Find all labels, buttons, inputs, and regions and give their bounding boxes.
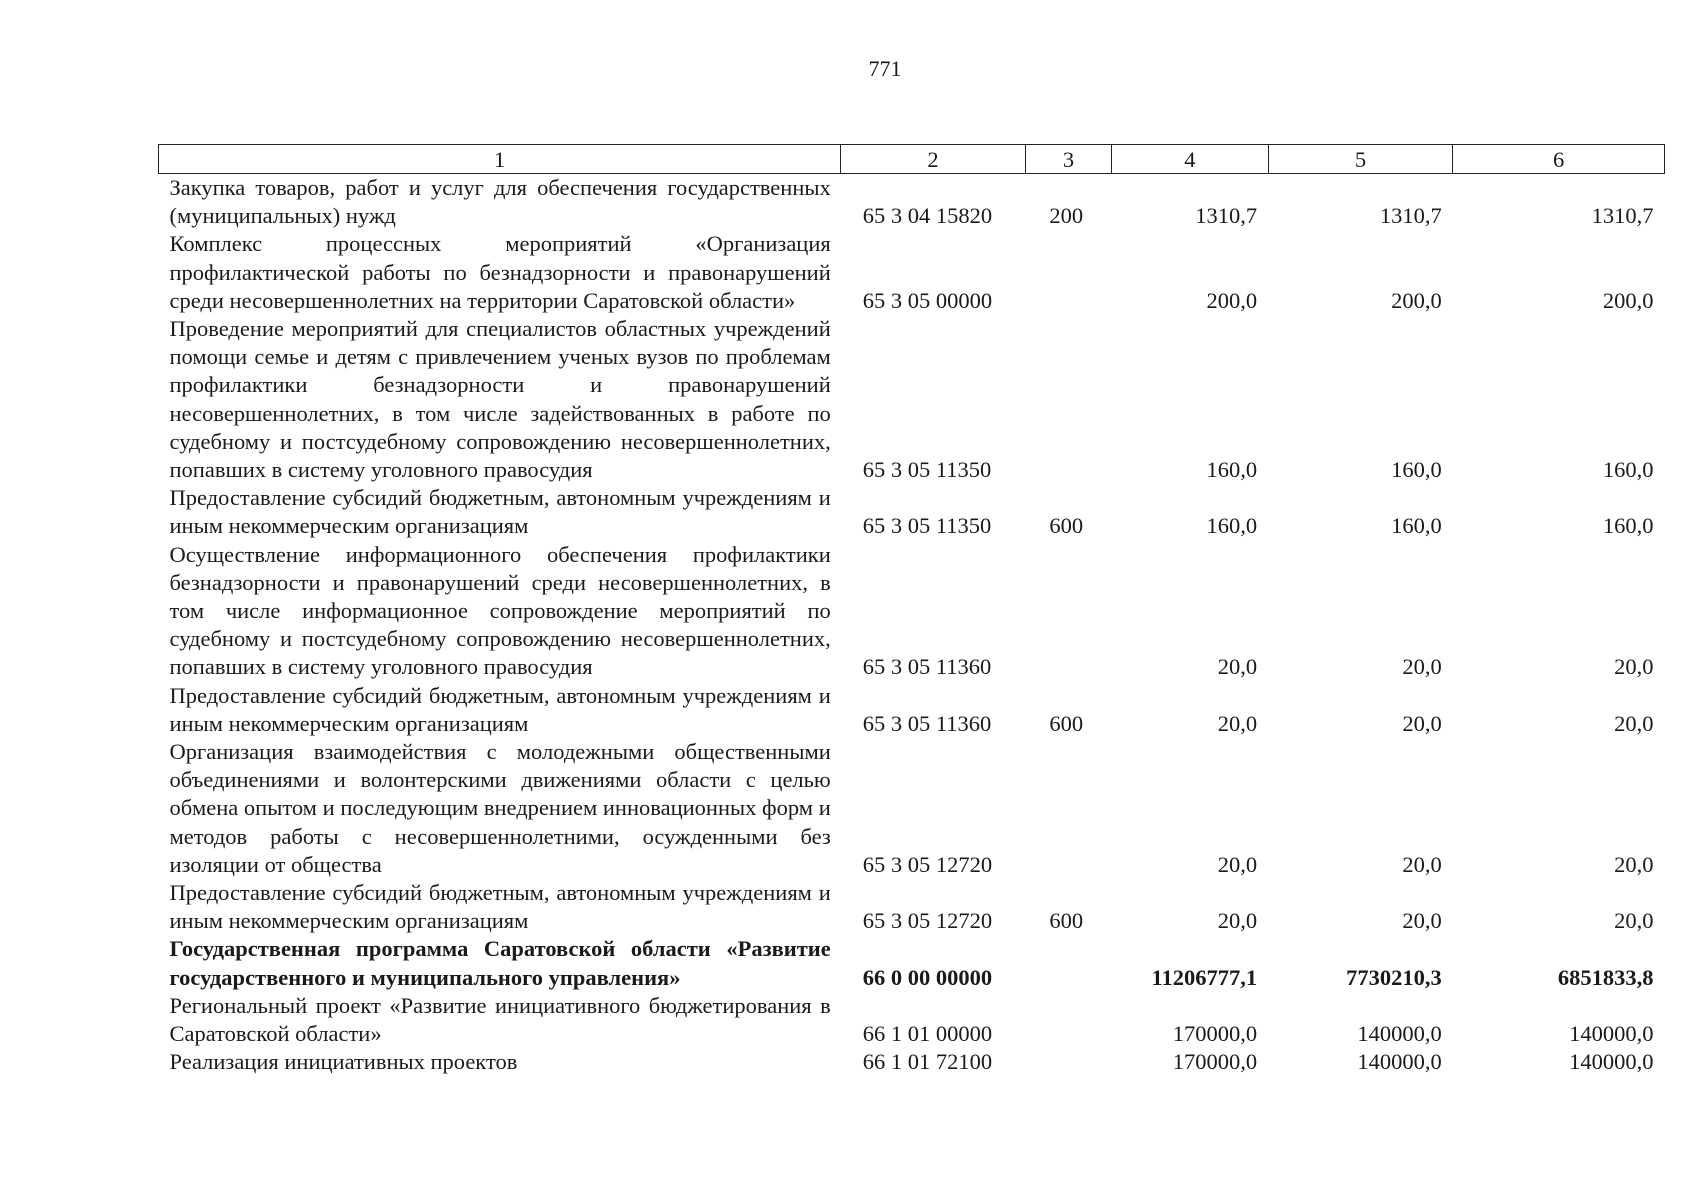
row-value-col5: 200,0 bbox=[1391, 287, 1442, 313]
row-value-col4: 20,0 bbox=[1217, 851, 1258, 877]
row-value-col5: 7730210,3 bbox=[1346, 964, 1442, 990]
row-value-col4: 170000,0 bbox=[1172, 1049, 1258, 1075]
row-expense-type: 600 bbox=[1049, 710, 1084, 736]
row-name: Осуществление информационного обеспечения профилактики безнадзорности и правонарушений среди несовершеннолетних, в том числе информационное сопровождение мероприятий по судебному и постсудебному сопровождению несовершеннолетних, попавших в систему уголовного правосудия bbox=[169, 541, 831, 680]
row-value-col4: 160,0 bbox=[1206, 457, 1258, 483]
table-header bbox=[159, 145, 1665, 174]
row-expense-type: 600 bbox=[1049, 908, 1084, 934]
row-value-col4: 170000,0 bbox=[1172, 1021, 1258, 1047]
row-value-col5: 160,0 bbox=[1391, 457, 1442, 483]
row-code: 65 3 04 15820 bbox=[862, 203, 993, 229]
row-code: 65 3 05 12720 bbox=[862, 908, 993, 934]
row-value-col5: 20,0 bbox=[1402, 908, 1442, 934]
row-name: Проведение мероприятий для специалистов областных учреждений помощи семье и детям с привлечением ученых вузов по проблемам профилактики безнадзорности и правонарушений несовершеннолетних, в том числе задействованных в работе по судебному и постсудебному сопровождению несовершеннолетних, попавших в систему уголовного правосудия bbox=[169, 316, 831, 483]
row-value-col6: 6851833,8 bbox=[1557, 964, 1654, 990]
table-body bbox=[159, 174, 1665, 1077]
row-code: 65 3 05 11360 bbox=[862, 654, 992, 680]
table-row bbox=[159, 315, 1665, 484]
row-code: 66 1 01 72100 bbox=[862, 1049, 993, 1075]
row-value-col5: 1310,7 bbox=[1379, 203, 1442, 229]
row-value-col4: 20,0 bbox=[1217, 654, 1258, 680]
table-row bbox=[159, 230, 1665, 315]
row-value-col6: 20,0 bbox=[1614, 654, 1654, 680]
row-value-col4: 11206777,1 bbox=[1151, 964, 1258, 990]
column-header-2: 2 bbox=[841, 145, 1026, 174]
budget-table bbox=[158, 144, 1665, 1077]
row-value-col6: 140000,0 bbox=[1569, 1049, 1654, 1075]
row-value-col4: 160,0 bbox=[1206, 513, 1258, 539]
row-expense-type bbox=[1025, 738, 1111, 879]
row-value-col5: 140000,0 bbox=[1357, 1049, 1442, 1075]
row-name: Закупка товаров, работ и услуг для обеспечения государственных (муниципальных) нужд bbox=[169, 175, 831, 229]
row-expense-type bbox=[1025, 935, 1111, 991]
row-value-col6: 20,0 bbox=[1614, 908, 1654, 934]
row-value-col6: 20,0 bbox=[1614, 710, 1654, 736]
row-code: 65 3 05 12720 bbox=[862, 851, 993, 877]
row-name: Предоставление субсидий бюджетным, автономным учреждениям и иным некоммерческим организациям bbox=[169, 880, 831, 934]
row-value-col6: 160,0 bbox=[1602, 513, 1654, 539]
row-value-col5: 160,0 bbox=[1391, 513, 1442, 539]
row-value-col6: 140000,0 bbox=[1569, 1021, 1654, 1047]
row-name: Региональный проект «Развитие инициативного бюджетирования в Саратовской области» bbox=[169, 992, 831, 1047]
row-code: 66 1 01 00000 bbox=[862, 1021, 993, 1047]
row-value-col6: 200,0 bbox=[1602, 287, 1654, 313]
row-code: 65 3 05 00000 bbox=[862, 287, 993, 313]
table-row bbox=[159, 738, 1665, 879]
column-header-3: 3 bbox=[1025, 145, 1111, 174]
row-value-col4: 20,0 bbox=[1217, 908, 1258, 934]
page-number: 771 bbox=[868, 56, 902, 81]
row-expense-type: 200 bbox=[1049, 203, 1084, 229]
row-name: Государственная программа Саратовской области «Развитие государственного и муниципального управления» bbox=[169, 936, 831, 990]
row-name: Предоставление субсидий бюджетным, автономным учреждениям и иным некоммерческим организациям bbox=[169, 682, 831, 736]
table-row bbox=[159, 1048, 1665, 1076]
table-row bbox=[159, 541, 1665, 682]
row-name: Реализация инициативных проектов bbox=[169, 1049, 518, 1075]
row-expense-type bbox=[1025, 1048, 1111, 1076]
row-value-col4: 1310,7 bbox=[1195, 203, 1258, 229]
table-row bbox=[159, 484, 1665, 540]
column-header-6: 6 bbox=[1453, 145, 1665, 174]
row-expense-type bbox=[1025, 230, 1111, 315]
row-value-col6: 160,0 bbox=[1602, 457, 1654, 483]
row-value-col4: 20,0 bbox=[1217, 710, 1258, 736]
row-value-col6: 20,0 bbox=[1614, 851, 1654, 877]
row-expense-type: 600 bbox=[1049, 513, 1084, 539]
row-value-col5: 140000,0 bbox=[1357, 1021, 1442, 1047]
row-code: 65 3 05 11350 bbox=[862, 513, 992, 539]
table-row bbox=[159, 174, 1665, 231]
row-code: 65 3 05 11360 bbox=[862, 710, 992, 736]
column-header-1: 1 bbox=[159, 145, 841, 174]
row-name: Комплекс процессных мероприятий «Организация профилактической работы по безнадзорности и правонарушений среди несовершеннолетних на территории Саратовской области» bbox=[169, 231, 831, 313]
table-row bbox=[159, 992, 1665, 1048]
row-value-col5: 20,0 bbox=[1402, 654, 1442, 680]
row-expense-type bbox=[1025, 541, 1111, 682]
table-row bbox=[159, 879, 1665, 935]
column-header-4: 4 bbox=[1112, 145, 1269, 174]
row-code: 66 0 00 00000 bbox=[862, 964, 993, 990]
row-name: Предоставление субсидий бюджетным, автономным учреждениям и иным некоммерческим организациям bbox=[169, 485, 831, 539]
row-value-col6: 1310,7 bbox=[1591, 203, 1654, 229]
row-code: 65 3 05 11350 bbox=[862, 457, 992, 483]
row-value-col4: 200,0 bbox=[1206, 287, 1258, 313]
row-expense-type bbox=[1025, 315, 1111, 484]
table-row bbox=[159, 935, 1665, 991]
row-expense-type bbox=[1025, 992, 1111, 1048]
row-value-col5: 20,0 bbox=[1402, 710, 1442, 736]
row-name: Организация взаимодействия с молодежными общественными объединениями и волонтерскими движениями области с целью обмена опытом и последующим внедрением инновационных форм и методов работы с несовершеннолетними, осужденными без изоляции от общества bbox=[169, 739, 831, 877]
column-header-5: 5 bbox=[1268, 145, 1453, 174]
table-row bbox=[159, 682, 1665, 738]
row-value-col5: 20,0 bbox=[1402, 851, 1442, 877]
header-row bbox=[159, 145, 1665, 174]
